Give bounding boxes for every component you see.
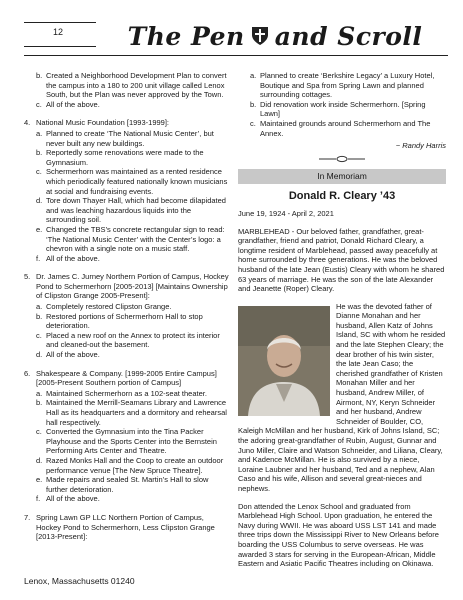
answer-option: c. All of the above. [36,99,100,109]
masthead-title [102,18,448,54]
page-number: 12 [52,27,63,37]
masthead-underline [24,55,448,56]
answer-option: a. Planned to create ‘Berkshire Legacy’ a Luxury Hotel, Boutique and Spa from Spring Lawn and planned surrounding cottages. [250,71,435,100]
ornament-divider [238,155,446,163]
answer-option: b. Maintained the Merrill-Seamans Library and Lawrence Hall as its headquarters and a dormitory and rehearsal hall respectively. [36,398,227,427]
answer-option: a. Planned to create ‘The National Music Center’, but never built any new buildings. [36,128,214,148]
page-header [24,18,448,54]
author-signature: ~ Randy Harris [395,141,446,151]
answer-option: f. All of the above. [36,494,100,504]
answer-option: c. Converted the Gymnasium into the Tina Packer Playhouse and the Sports Center into the Bernstein Performing Arts Center and Theatre. [36,427,217,456]
flourish-icon [319,155,365,163]
answer-option: c. Maintained grounds around Schermerhorn and The Annex. [250,118,431,138]
question-text: Dr. James C. Jurney Northern Portion of Campus, Hockey Pond to Schermerhorn [2005-2013] [Maintains Ownership of Clipston Grange 2005-Present]: [36,272,229,301]
right-column [238,70,446,577]
obituary-dates: June 19, 1924 - April 2, 2021 [238,208,334,218]
answer-option: b. Restored portions of Schermerhorn Hall to stop deterioration. [36,311,203,331]
question-text: Shakespeare & Company. [1999-2005 Entire Campus] [2005-Present Southern portion of Campus] [36,368,217,388]
answer-option: d. All of the above. [36,350,100,360]
portrait-image [238,306,330,416]
portrait-photo [238,306,330,416]
answer-option: b. Reportedly some renovations were made to the Gymnasium. [36,148,204,167]
answer-option: d. Tore down Thayer Hall, which had become dilapidated and was leaching hazardous liquids into the surrounding soil. [36,196,226,225]
left-column [24,70,229,551]
answer-option: a. Maintained Schermerhorn as a 102-seat theater. [36,388,207,398]
answer-option: b. Did renovation work inside Schermerhorn. [Spring Lawn] [250,99,426,119]
masthead-left: The Pen [127,21,245,51]
masthead-right: and Scroll [274,21,423,51]
section-banner: In Memoriam [238,169,446,185]
page-footer: Lenox, Massachusetts 01240 [24,576,135,586]
question [24,70,229,109]
answer-option: b. Created a Neighborhood Development Plan to convert the campus into a 180 to 200 unit village called Lenox South, but the Plan was never approved by the Town. [36,71,227,100]
answer-option: c. Placed a new roof on the Annex to protect its interior and cleaned-out the basement. [36,330,220,350]
question-text: Spring Lawn GP LLC Northern Portion of Campus, Hockey Pond to Schermerhorn, Less Clipston Grange [2013-Present]: [36,512,215,542]
header-rule [24,22,96,23]
answer-option: e. Changed the TBS’s concrete rectangular sign to read: ‘The National Music Center’ with the Center’s logo: a chevron with a single note on a music staff. [36,224,225,254]
obituary-paragraph: MARBLEHEAD - Our beloved father, grandfather, great-grandfather, friend and patriot, Donald Richard Cleary, a longtime resident of Marblehead, passed away peacefully at home surrounded by three generations. He was the beloved husband of the late Jean (Eustis) Cleary with whom he shared 63 years of marriage. He was the son of the late Alexander and Jeanette (Roper) Cleary. [238,226,445,294]
obituary-paragraph: He was the devoted father of Dianne Monahan and her husband, Allen Katz of Johns Island, SC with whom he resided and the late Stephen Cleary; the dear brother of his twin sister, the late Jean Caso; the cherished grandfather of Kristen Monahan Miller and her husband, Andrew Miller, of Airmont, NY, Keryn Schneider and her husband, Andrew Schneider of Boulder, CO, Kaleigh McMillan and her husband, Kirk of Johns Island, SC; the adoring great-grandfather of Rubin, August, Gunnar and Juno Miller, Claire and Watson Schneider, and Liliana, Cleary, and Kadence McMillan. He is also survived by a niece, Loraine Laubner and her husband, Ted and a nephew, Alan Caso and his wife, Allison and several great-nieces and nephews. [238,301,446,493]
answer-option: c. Schermerhorn was maintained as a rented residence which periodically featured nationally known musicians at social and fundraising events. [36,167,228,196]
answer-option: f. All of the above. [36,253,100,263]
obituary-paragraph: Don attended the Lenox School and graduated from Marblehead High School. Upon graduation, he entered the Navy during WWII. He was aboard USS LST 141 and made three trips down the Mississippi River to New Orleans before boarding the USS Columbus to serve overseas. He was awarded 3 stars for serving in the European-African, Middle Eastern and Asiatic Pacific Theatres including on Okinawa. [238,501,439,569]
question-text: National Music Foundation [1993-1999]: [36,118,170,128]
question: 6. Shakespeare & Company. [1999-2005 Entire Campus] [2005-Present Southern portion of Campus] a. Maintained Schermerhorn as a 102-seat theater. b. Maintained the Merrill-Seamans Library and Lawrence Hall as its headquarters and a dormitory and rehearsal hall respectively. c. Converted the Gymnasium into the Tina Packer Playhouse and the Sports Center into the Bernstein Performing Arts Center and Theatre. d. Razed Monks Hall and the Coop to create an outdoor performance venue [The New Spruce Theatre]. e. Made repairs and sealed St. Martin’s Hall to slow further deterioration. f. All of the above. [24,369,229,504]
answer-option: a. Completely restored Clipston Grange. [36,302,172,312]
crest-icon [251,26,269,46]
question: 7. Spring Lawn GP LLC Northern Portion of Campus, Hockey Pond to Schermerhorn, Less Clipston Grange [2013-Present]: [24,513,229,542]
question: 5. Dr. James C. Jurney Northern Portion of Campus, Hockey Pond to Schermerhorn [2005-2013] [Maintains Ownership of Clipston Grange 2005-Present]: a. Completely restored Clipston Grange. b. Restored portions of Schermerhorn Hall to stop deterioration. c. Placed a new roof on the Annex to protect its interior and cleaned-out the basement. d. All of the above. [24,272,229,360]
question: 4. National Music Foundation [1993-1999]: a. Planned to create ‘The National Music Center’, but never built any new buildings. b. Reportedly some renovations were made to the Gymnasium. c. Schermerhorn was maintained as a rented residence which periodically featured nationally known musicians at social and fundraising events. d. Tore down Thayer Hall, which had become dilapidated and was leaching hazardous liquids into the surrounding soil. e. Changed the TBS’s concrete rectangular sign to read: ‘The National Music Center’ with the Center’s logo: a chevron with a single note on a music staff. f. All of the above. [24,118,228,263]
header-rule [24,46,96,47]
answer-option: d. Razed Monks Hall and the Coop to create an outdoor performance venue [The New Spruce Theatre]. [36,455,224,475]
answer-option: e. Made repairs and sealed St. Martin’s Hall to slow further deterioration. [36,475,209,494]
obituary-name: Donald R. Cleary ’43 [288,190,396,203]
